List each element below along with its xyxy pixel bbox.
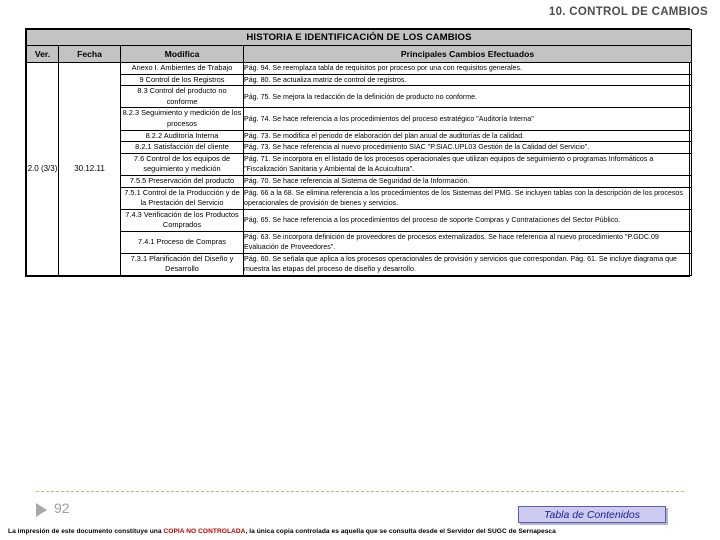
table-row bbox=[27, 130, 692, 142]
footer-divider bbox=[36, 491, 684, 492]
disclaimer-pre-text: La impresión de este documento constituye una bbox=[8, 528, 164, 535]
cell-modifica: 9 Control de los Registros bbox=[121, 74, 244, 86]
cell-cambios: Pág. 70. Se hace referencia al Sistema de Seguridad de la Información. bbox=[244, 175, 692, 187]
table-row bbox=[27, 153, 692, 175]
table-row bbox=[27, 253, 692, 275]
footer-disclaimer bbox=[8, 528, 714, 535]
cell-cambios: Pág. 74. Se hace referencia a los procedimientos del proceso estratégico "Auditoría Interna" bbox=[244, 108, 692, 130]
cell-date: 30.12.11 bbox=[59, 63, 121, 276]
cell-modifica: Anexo I. Ambientes de Trabajo bbox=[121, 63, 244, 75]
cell-modifica: 7.5.5 Preservación del producto bbox=[121, 175, 244, 187]
cell-version: 2.0 (3/3) bbox=[27, 63, 59, 276]
column-header-ver: Ver. bbox=[27, 46, 59, 63]
play-arrow-icon bbox=[36, 503, 47, 517]
cell-cambios: Pág. 66 a la 68. Se elimina referencia a los procedimientos de los Sistemas del PMG. Se incluyen tablas con la descripción de los procesos operacionales de provisión de bienes y servicios. bbox=[244, 187, 692, 209]
cell-modifica: 7.3.1 Planificación del Diseño y Desarrollo bbox=[121, 253, 244, 275]
cell-modifica: 7.4.3 Verificación de los Productos Comprados bbox=[121, 209, 244, 231]
cell-modifica: 7.6 Control de los equipos de seguimiento y medición bbox=[121, 153, 244, 175]
table-row bbox=[27, 74, 692, 86]
column-header-modifica: Modifica bbox=[121, 46, 244, 63]
table-row bbox=[27, 187, 692, 209]
column-header-fecha: Fecha bbox=[59, 46, 121, 63]
table-row bbox=[27, 175, 692, 187]
cell-modifica: 8.2.2 Auditoría Interna bbox=[121, 130, 244, 142]
table-header-row bbox=[27, 46, 692, 63]
cell-cambios: Pág. 80. Se actualiza matriz de control de registros. bbox=[244, 74, 692, 86]
cell-cambios: Pág. 94. Se reemplaza tabla de requisitos por proceso por una con requisitos generales. bbox=[244, 63, 692, 75]
cell-cambios: Pág. 63. Se incorpora definición de proveedores de procesos externalizados. Se hace referencia al nuevo procedimiento "P.GDC.09 Evaluación de Proveedores". bbox=[244, 231, 692, 253]
column-header-cambios: Principales Cambios Efectuados bbox=[244, 46, 692, 63]
table-band-row bbox=[27, 30, 692, 46]
page-title: 10. CONTROL DE CAMBIOS bbox=[548, 6, 708, 18]
page-number: 92 bbox=[54, 500, 70, 516]
table-body bbox=[27, 63, 692, 276]
cell-modifica: 7.4.1 Proceso de Compras bbox=[121, 231, 244, 253]
table-row bbox=[27, 209, 692, 231]
disclaimer-warning-text: COPIA NO CONTROLADA bbox=[163, 528, 246, 535]
cell-cambios: Pág. 73. Se modifica el periodo de elaboración del plan anual de auditorías de la calidad. bbox=[244, 130, 692, 142]
changes-table bbox=[26, 29, 692, 276]
cell-cambios: Pág. 71. Se incorpora en el listado de los procesos operacionales que utilizan equipos de seguimiento o programas Informáticos a "Fiscalización Sanitaria y Ambiental de la Acuicultura". bbox=[244, 153, 692, 175]
table-of-contents-button[interactable]: Tabla de Contenidos bbox=[518, 506, 666, 523]
disclaimer-post-text: , la única copia controlada es aquella que se consulta desde el Servidor del SUGC de Sernapesca bbox=[245, 528, 556, 535]
table-row bbox=[27, 63, 692, 75]
table-band-title: HISTORIA E IDENTIFICACIÓN DE LOS CAMBIOS bbox=[27, 30, 692, 46]
cell-modifica: 8.2.3 Seguimiento y medición de los procesos bbox=[121, 108, 244, 130]
table-row bbox=[27, 231, 692, 253]
cell-cambios: Pág. 73. Se hace referencia al nuevo procedimiento SIAC "P.SIAC.UPL03 Gestión de la Calidad del Servicio". bbox=[244, 142, 692, 154]
cell-cambios: Pág. 75. Se mejora la redacción de la definición de producto no conforme. bbox=[244, 86, 692, 108]
cell-modifica: 7.5.1 Control de la Producción y de la Prestación del Servicio bbox=[121, 187, 244, 209]
change-control-table bbox=[25, 28, 690, 277]
table-row bbox=[27, 108, 692, 130]
table-row bbox=[27, 86, 692, 108]
cell-cambios: Pág. 65. Se hace referencia a los procedimientos del proceso de soporte Compras y Contrataciones del Sector Público. bbox=[244, 209, 692, 231]
table-row bbox=[27, 142, 692, 154]
cell-cambios: Pág. 60. Se señala que aplica a los procesos operacionales de provisión y servicios que correspondan. Pág. 61. Se incluye diagrama que muestra las etapas del proceso de diseño y desarrollo. bbox=[244, 253, 692, 275]
cell-modifica: 8.3 Control del producto no conforme bbox=[121, 86, 244, 108]
cell-modifica: 8.2.1 Satisfacción del cliente bbox=[121, 142, 244, 154]
